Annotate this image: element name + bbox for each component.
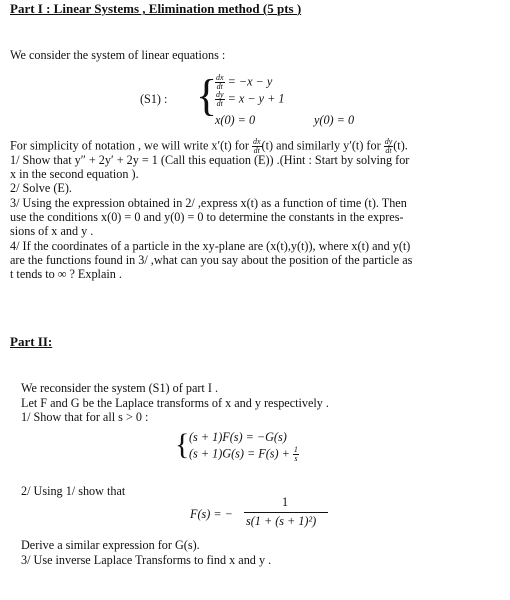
f-of-s-numerator: 1 [282, 495, 289, 509]
f-of-s-denominator: s(1 + (s + 1)²) [246, 514, 317, 528]
laplace-equation-2: (s + 1)G(s) = F(s) + $\frac{1}{s}$ [189, 445, 298, 463]
equation-2 [215, 91, 284, 108]
laplace-system [175, 428, 375, 468]
question-1-line-2: x in the second equation ). [10, 167, 139, 181]
question-2: 2/ Solve (E). [10, 181, 72, 195]
question-1-line-1: 1/ Show that y″ + 2y′ + 2y = 1 (Call this equation (E)) .(Hint : Start by solving for [10, 153, 410, 167]
part2-line-4: 2/ Using 1/ show that [21, 484, 126, 498]
derivative-dx-dt: $\frac{dx}{dt}$ [216, 73, 224, 91]
question-3-line-2: use the conditions x(0) = 0 and y(0) = 0 to determine the constants in the expres- [10, 210, 404, 224]
part2-title-text: Part II: [10, 334, 53, 349]
derivative-dy-dt: $\frac{dy}{dt}$ [216, 90, 224, 108]
f-of-s-fraction-bar [244, 512, 328, 513]
system-s1 [140, 70, 400, 130]
part2-line-2: Let F and G be the Laplace transforms of x and y respectively . [21, 396, 329, 410]
question-3-line-1: 3/ Using the expression obtained in 2/ ,express x(t) as a function of time (t). Then [10, 196, 407, 210]
initial-condition-y: y(0) = 0 [314, 113, 355, 127]
part2-title [10, 334, 52, 350]
equation-2-rhs: = x − y + 1 [227, 91, 285, 106]
laplace-left-brace: { [175, 428, 190, 461]
part2-line-5: Derive a similar expression for G(s). [21, 538, 200, 552]
initial-condition-x: x(0) = 0 [215, 113, 256, 127]
one-over-s: $\frac{1}{s}$ [293, 445, 298, 463]
part2-line-6: 3/ Use inverse Laplace Transforms to find x and y . [21, 553, 272, 567]
laplace-equation-1: (s + 1)F(s) = −G(s) [189, 430, 287, 444]
question-4-line-3: t tends to ∞ ? Explain . [10, 267, 122, 281]
question-4-line-1: 4/ If the coordinates of a particle in the xy-plane are (x(t),y(t)), where x(t) and y(t) [10, 239, 411, 253]
part1-intro: We consider the system of linear equations : [10, 48, 226, 62]
system-label: (S1) : [140, 92, 168, 106]
equation-1 [215, 74, 272, 91]
notation-line: For simplicity of notation , we will write x′(t) for $\frac{dx}{dt}$ (t) and similarly y′(t) for $\frac{dy}{dt}$ (t). [10, 137, 408, 155]
f-of-s-formula [190, 494, 350, 530]
part1-title-text: Part I : Linear Systems , Elimination method (5 pts ) [10, 1, 302, 16]
part1-title [10, 1, 301, 17]
equation-1-rhs: = −x − y [227, 74, 273, 89]
question-4-line-2: are the functions found in 3/ ,what can you say about the position of the particle as [10, 253, 413, 267]
left-brace: { [196, 71, 218, 120]
f-of-s-lhs: F(s) = − [190, 507, 233, 521]
question-3-line-3: sions of x and y . [10, 224, 94, 238]
part2-line-3: 1/ Show that for all s > 0 : [21, 410, 149, 424]
part2-line-1: We reconsider the system (S1) of part I . [21, 381, 219, 395]
